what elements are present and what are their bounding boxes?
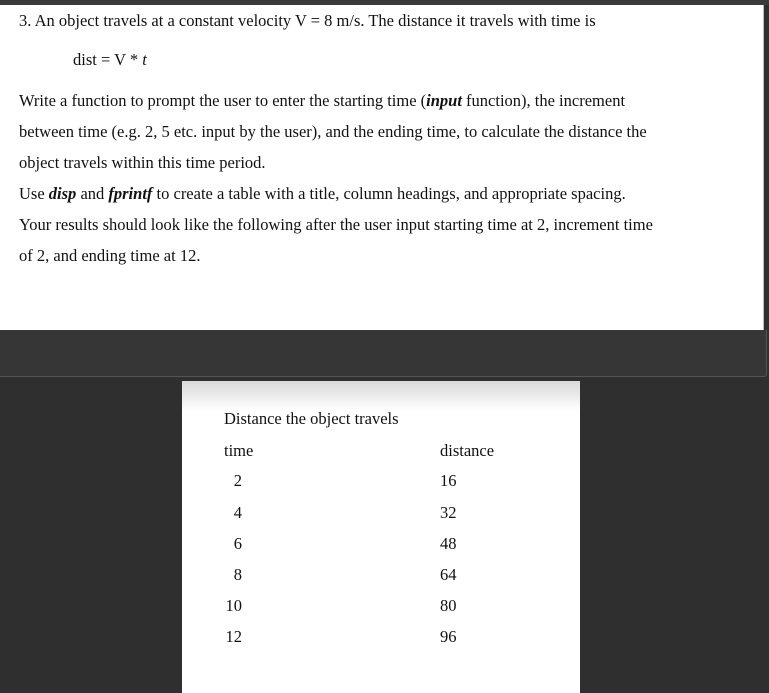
paragraph-line: of 2, and ending time at 12. [19,246,201,265]
keyword-input: input [426,91,462,110]
table-title: Distance the object travels [224,409,399,428]
time-cell: 8 [233,565,242,584]
keyword-disp: disp [48,184,77,203]
time-cell: 2 [233,471,242,490]
problem-statement-line: 3. An object travels at a constant velocity V = 8 m/s. The distance it travels with time is [19,11,596,30]
text-run: and [76,184,109,203]
distance-cell: 16 [440,471,457,490]
page-bottom-shadow [0,330,767,377]
distance-cell: 96 [440,627,457,646]
text-run: Use [19,184,49,203]
keyword-fprintf: fprintf [108,184,153,203]
column-header-distance: distance [440,441,495,460]
time-cell: 4 [233,503,242,522]
paragraph-line: Your results should look like the following after the user input starting time at 2, increment time [19,215,653,234]
distance-cell: 64 [440,565,457,584]
equation-lhs: dist = V * [73,50,143,69]
text-run: Write a function to prompt the user to enter the starting time ( [19,91,427,110]
paragraph-line: object travels within this time period. [19,153,266,172]
paragraph-line: between time (e.g. 2, 5 etc. input by the user), and the ending time, to calculate the distance the [19,122,647,141]
time-cell: 6 [233,534,242,553]
text-run: to create a table with a title, column headings, and appropriate spacing. [152,184,626,203]
distance-equation [73,50,147,70]
paragraph-line [19,91,625,111]
top-fade [182,381,580,411]
paragraph-line [19,184,626,204]
time-cell: 10 [225,596,242,615]
distance-cell: 80 [440,596,457,615]
document-page [0,5,764,330]
distance-cell: 48 [440,534,457,553]
column-header-time: time [224,441,254,460]
text-run: function), the increment [461,91,626,110]
output-table-image [182,381,580,693]
equation-variable: t [142,50,147,69]
time-cell: 12 [225,627,242,646]
distance-cell: 32 [440,503,457,522]
